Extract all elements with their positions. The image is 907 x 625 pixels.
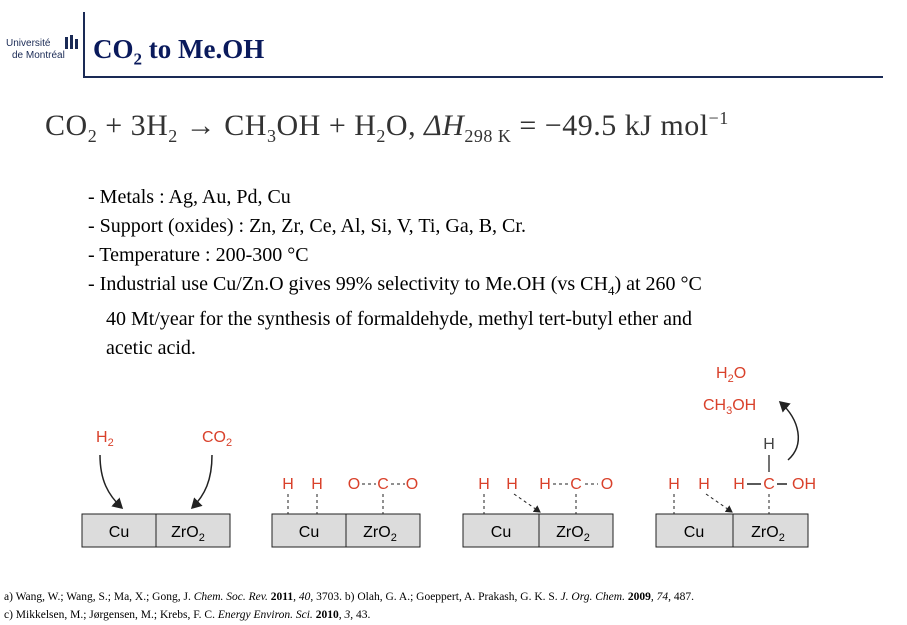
header-vertical-rule bbox=[83, 12, 85, 78]
surface-2 bbox=[272, 476, 420, 547]
svg-text:C: C bbox=[377, 476, 389, 493]
reactant-co2: $CO_2$ bbox=[202, 429, 233, 449]
svg-text:H: H bbox=[668, 476, 680, 493]
bullet-temperature: - Temperature : 200-300 °C bbox=[88, 244, 309, 266]
svg-text:H: H bbox=[282, 476, 294, 493]
bullet-industrial-cont-1: 40 Mt/year for the synthesis of formaldehyde, methyl tert-butyl ether and bbox=[106, 308, 692, 330]
svg-text:H: H bbox=[539, 476, 551, 493]
header-horizontal-rule bbox=[83, 76, 883, 78]
bullet-metals: - Metals : Ag, Au, Pd, Cu bbox=[88, 186, 291, 208]
svg-text:Cu: Cu bbox=[490, 524, 512, 541]
bullet-industrial-cont-2: acetic acid. bbox=[106, 337, 196, 359]
svg-text:OH: OH bbox=[792, 476, 816, 493]
bullet-list bbox=[88, 183, 848, 363]
svg-text:ZrO2: ZrO$_2$ bbox=[751, 524, 785, 544]
surface-3 bbox=[463, 476, 613, 547]
reference-line-2: c) Mikkelsen, M.; Jørgensen, M.; Krebs, F. C. Energy Environ. Sci. 2010, 3, 43. bbox=[4, 609, 371, 621]
svg-text:C: C bbox=[763, 476, 775, 493]
svg-text:O: O bbox=[405, 476, 419, 493]
svg-text:ZrO2: ZrO$_2$ bbox=[363, 524, 397, 544]
surface-1 bbox=[82, 514, 230, 547]
logo-line-2: de Montréal bbox=[12, 50, 65, 61]
svg-text:ZrO2: ZrO$_2$ bbox=[556, 524, 590, 544]
co2-adsorption-arrow bbox=[192, 455, 212, 508]
svg-text:ZrO2: ZrO$_2$ bbox=[171, 524, 205, 544]
reaction-equation: $CO_2 + 3H_2 \to CH_3OH + H_2O$, $\Delta H_{298 K} = -49.5$ kJ mol$^{-1}$ bbox=[45, 108, 729, 146]
h2-adsorption-arrow bbox=[100, 455, 122, 508]
svg-text:O: O bbox=[600, 476, 614, 493]
reactant-h2: $H_2$ bbox=[96, 429, 114, 449]
svg-text:H: H bbox=[311, 476, 323, 493]
product-ch3oh: $CH_3OH$ bbox=[703, 397, 757, 417]
universite-de-montreal-logo bbox=[6, 30, 80, 70]
svg-text:H: H bbox=[698, 476, 710, 493]
bullet-support: - Support (oxides) : Zn, Zr, Ce, Al, Si, V, Ti, Ga, B, Cr. bbox=[88, 215, 526, 237]
svg-text:Cu: Cu bbox=[108, 524, 130, 541]
svg-text:H: H bbox=[733, 476, 745, 493]
references bbox=[4, 588, 694, 624]
svg-text:Cu: Cu bbox=[298, 524, 320, 541]
svg-text:H: H bbox=[478, 476, 490, 493]
surface-4 bbox=[656, 436, 816, 547]
reference-line-1: a) Wang, W.; Wang, S.; Ma, X.; Gong, J. Chem. Soc. Rev. 2011, 40, 3703. b) Olah, G. A.; Goeppert, A. Prakash, G. K. S. J. Org. Chem. 2009, 74, 487. bbox=[4, 591, 694, 603]
product-release-arrow bbox=[780, 402, 798, 460]
svg-text:C: C bbox=[570, 476, 582, 493]
svg-text:O: O bbox=[347, 476, 361, 493]
svg-text:H: H bbox=[506, 476, 518, 493]
product-h2o: $H_2O$ bbox=[716, 365, 747, 385]
slide-title: $CO_2$ to Me.OH bbox=[93, 34, 265, 69]
mechanism-scheme bbox=[0, 355, 907, 555]
svg-text:Cu: Cu bbox=[683, 524, 705, 541]
crest-icon bbox=[64, 34, 80, 50]
logo-line-1: Université bbox=[6, 38, 51, 49]
svg-text:H: H bbox=[763, 436, 775, 453]
bullet-industrial: - Industrial use Cu/Zn.O gives 99% selectivity to Me.OH (vs $CH_4$) at 260 °C bbox=[88, 273, 702, 298]
